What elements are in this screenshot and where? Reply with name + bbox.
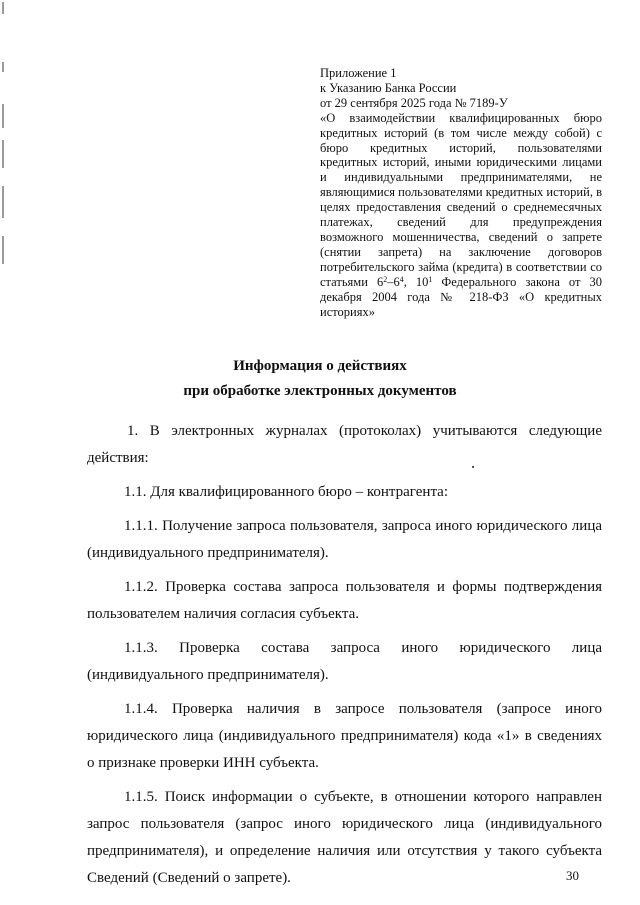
paragraph-1-1: 1.1. Для квалифицированного бюро – контрагента: bbox=[124, 484, 449, 500]
decree-dash: –6 bbox=[387, 274, 400, 289]
paragraph-1-1-3: 1.1.3. Проверка состава запроса иного юридического лица (индивидуального предпринимателя). bbox=[87, 640, 602, 683]
decree-tail: Федерального закона от 30 декабря 2004 года № 218-ФЗ «О кредитных историях» bbox=[320, 274, 603, 319]
paragraph-1-1-2: 1.1.2. Проверка состава запроса пользователя и формы подтверждения пользователем наличия согласия субъекта. bbox=[87, 579, 602, 622]
decree-title bbox=[320, 111, 602, 320]
scan-artifact bbox=[2, 140, 4, 168]
appendix-title: Приложение 1 bbox=[320, 66, 397, 80]
appendix-date: от 29 сентября 2025 года № 7189-У bbox=[320, 95, 508, 110]
page-number: 30 bbox=[566, 868, 579, 883]
scan-artifact bbox=[2, 62, 4, 72]
paragraph-1: 1. В электронных журналах (протоколах) учитываются следующие действия: bbox=[87, 423, 602, 466]
decree-text: «О взаимодействии квалифицированных бюро кредитных историй (в том числе между собой) с бюро кредитных историй, пользователями кредитных историй, иными юридическими лицами и индивидуальными предпринимателями, не являющимися пользователями кредитных историй, в целях предоставления сведений о среднемесячных платежах, сведений для предупреждения возможного мошенничества, сведений о запрете (снятии запрета) на заключение договоров потребительского займа (кредита) в соответствии со статьями 6 bbox=[320, 110, 602, 289]
scan-artifact bbox=[2, 2, 4, 14]
decree-comma: , 10 bbox=[403, 274, 429, 289]
paragraph-1-1-5: 1.1.5. Поиск информации о субъекте, в отношении которого направлен запрос пользователя (запрос иного юридического лица (индивидуального предпринимателя), и определение наличия или отсутствия у такого субъекта Сведений (Сведений о запрете). bbox=[87, 789, 602, 886]
scan-artifact bbox=[2, 186, 4, 218]
paragraph-1-1-1: 1.1.1. Получение запроса пользователя, запроса иного юридического лица (индивидуального предпринимателя). bbox=[87, 518, 602, 561]
paragraph-1-1-4: 1.1.4. Проверка наличия в запросе пользователя (запросе иного юридического лица (индивидуального предпринимателя) кода «1» в сведениях о признаке проверки ИНН субъекта. bbox=[87, 701, 602, 771]
appendix-block bbox=[320, 66, 602, 319]
superscript: 1 bbox=[428, 274, 433, 284]
superscript: 2 bbox=[383, 274, 388, 284]
document-title-line-2: при обработке электронных документов bbox=[183, 383, 457, 399]
scan-artifact bbox=[2, 236, 4, 264]
superscript: 4 bbox=[399, 274, 404, 284]
appendix-reference: к Указанию Банка России bbox=[320, 80, 457, 95]
document-title-line-1: Информация о действиях bbox=[233, 358, 407, 374]
document-body bbox=[87, 418, 602, 899]
scan-artifact bbox=[2, 104, 4, 128]
scan-dot bbox=[472, 466, 474, 468]
